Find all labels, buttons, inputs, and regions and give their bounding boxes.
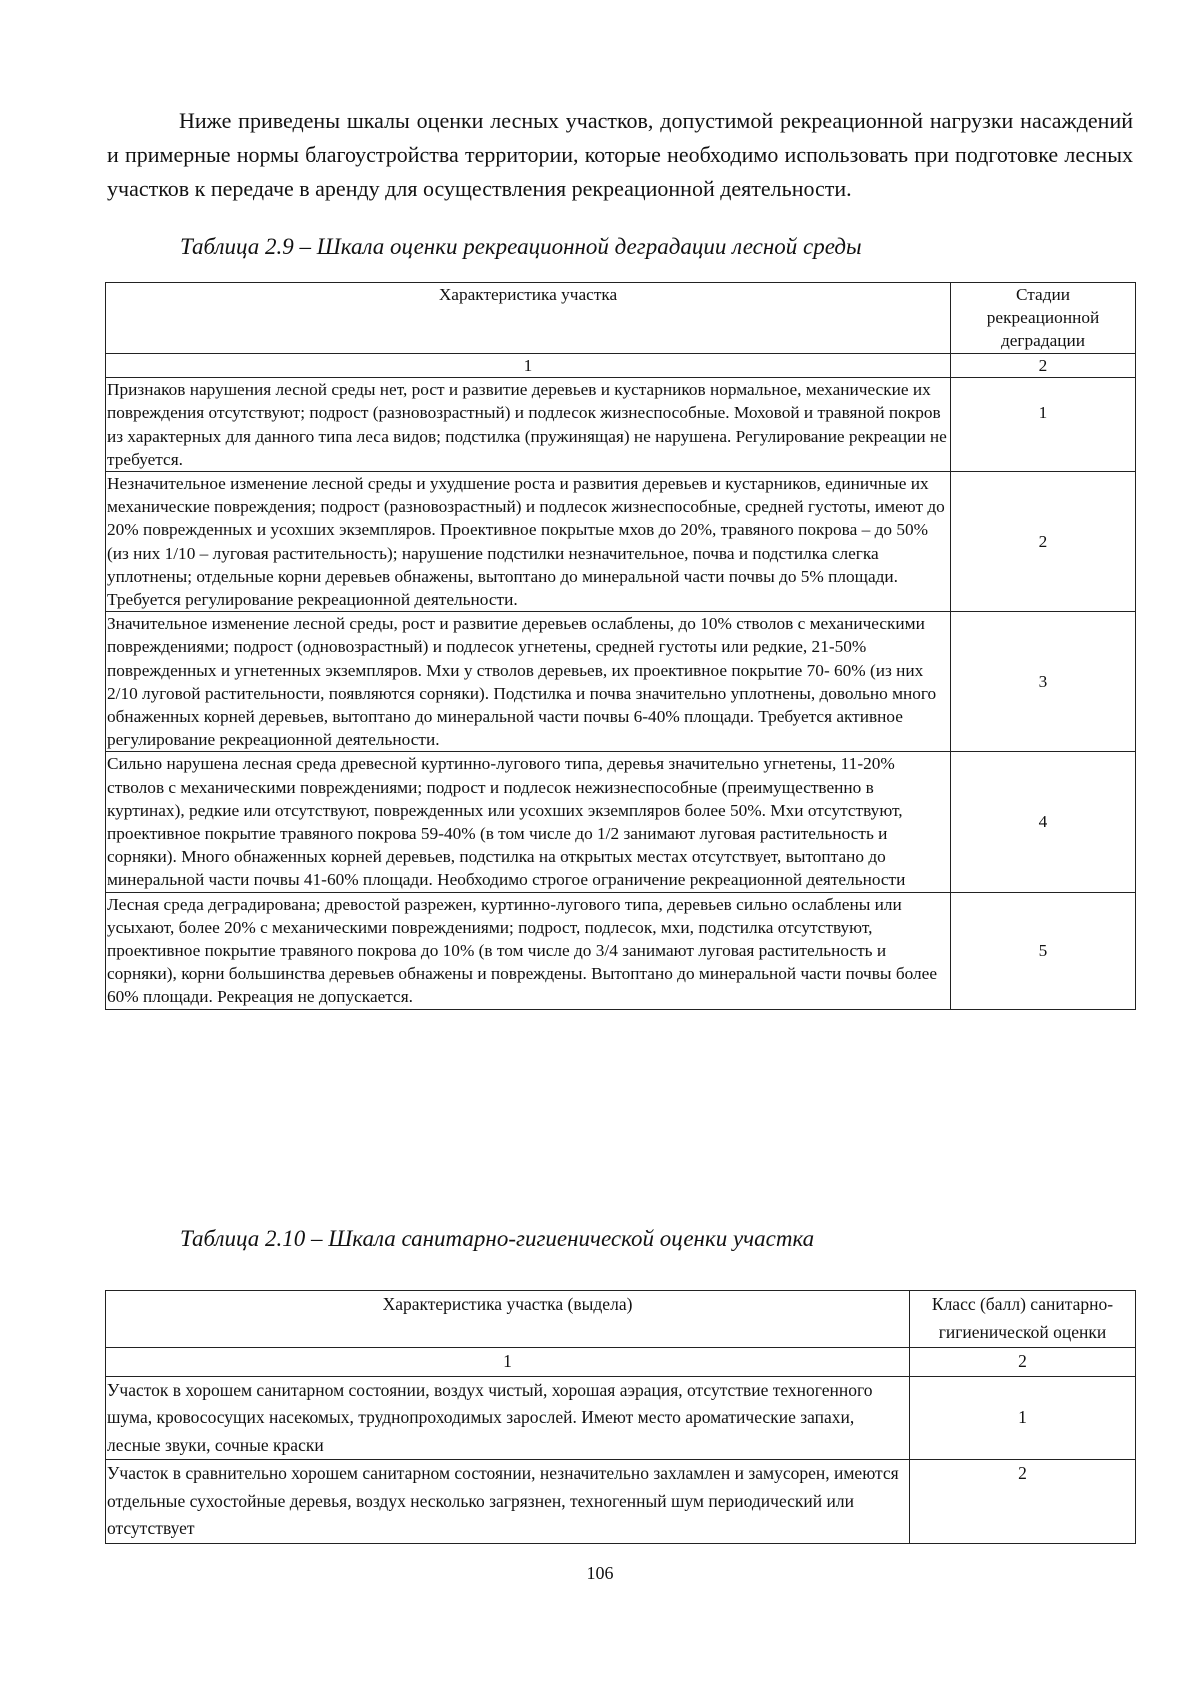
row-characteristic: Участок в сравнительно хорошем санитарном состоянии, незначительно захламлен и замусорен, имеются отдельные сухостойные деревья, воздух несколько загрязнен, техногенный шум периодический или отсутствует: [106, 1460, 910, 1544]
table-row: [106, 1460, 1136, 1544]
table-header-row: [106, 283, 1136, 354]
table-header-row: [106, 1291, 1136, 1348]
column-number: 2: [910, 1348, 1136, 1377]
table-row: [106, 892, 1136, 1009]
row-class: 1: [910, 1376, 1136, 1460]
header-characteristic: Характеристика участка (выдела): [106, 1291, 910, 1348]
row-characteristic: Незначительное изменение лесной среды и ухудшение роста и развития деревьев и кустарников, единичные их механические повреждения; подрост (разновозрастный) и подлесок жизнеспособные, средней густоты, имеют до 20% поврежденных и усохших экземпляров. Проективное покрытые мхов до 20%, травяного покрова – до 50% (из них 1/10 – луговая растительность); нарушение подстилки незначительное, почва и подстилка слегка уплотнены; отдельные корни деревьев обнажены, вытоптано до минеральной части почвы до 5% площади. Требуется регулирование рекреационной деятельности.: [106, 472, 951, 612]
row-characteristic: Значительное изменение лесной среды, рост и развитие деревьев ослаблены, до 10% стволов с механическими повреждениями; подрост (одновозрастный) и подлесок угнетены, средней густоты или редкие, 21-50% поврежденных и угнетенных экземпляров. Мхи у стволов деревьев, их проективное покрытие 70- 60% (из них 2/10 луговой растительности, появляются сорняки). Подстилка и почва значительно уплотнены, довольно много обнаженных корней деревьев, вытоптано до минеральной части почвы 6-40% площади. Требуется активное регулирование рекреационной деятельности.: [106, 612, 951, 752]
table2-caption: Таблица 2.10 – Шкала санитарно-гигиенической оценки участка: [180, 1226, 815, 1251]
page-number: 106: [586, 1563, 614, 1583]
row-stage: 1: [951, 378, 1136, 472]
row-stage: 2: [951, 472, 1136, 612]
intro-paragraph: Ниже приведены шкалы оценки лесных участков, допустимой рекреационной нагрузки насаждений и примерные нормы благоустройства территории, которые необходимо использовать при подготовке лесных участков к передаче в аренду для осуществления рекреационной деятельности.: [107, 108, 1133, 201]
row-characteristic: Участок в хорошем санитарном состоянии, воздух чистый, хорошая аэрация, отсутствие техногенного шума, кровососущих насекомых, труднопроходимых зарослей. Имеют место ароматические запахи, лесные звуки, сочные краски: [106, 1376, 910, 1460]
row-stage: 5: [951, 892, 1136, 1009]
column-number: 1: [106, 1348, 910, 1377]
header-characteristic: Характеристика участка: [106, 283, 951, 354]
recreational-degradation-table: [105, 282, 1136, 1010]
row-class: 2: [910, 1460, 1136, 1544]
table-row: [106, 472, 1136, 612]
row-characteristic: Лесная среда деградирована; древостой разрежен, куртинно-лугового типа, деревьев сильно ослаблены или усыхают, более 20% с механическими повреждениями; подрост, подлесок, мхи, подстилка отсутствуют, проективное покрытие травяного покрова до 10% (в том числе до 3/4 занимают луговая растительность и сорняки), корни большинства деревьев обнажены и повреждены. Вытоптано до минеральной части почвы более 60% площади. Рекреация не допускается.: [106, 892, 951, 1009]
column-number-row: [106, 354, 1136, 378]
column-number-row: [106, 1348, 1136, 1377]
table1-caption: Таблица 2.9 – Шкала оценки рекреационной деградации лесной среды: [180, 234, 862, 259]
column-number: 2: [951, 354, 1136, 378]
table-row: [106, 752, 1136, 892]
header-degradation-stage: Стадии рекреационной деградации: [951, 283, 1136, 354]
row-stage: 3: [951, 612, 1136, 752]
row-stage: 4: [951, 752, 1136, 892]
sanitary-hygienic-table: [105, 1290, 1136, 1544]
row-characteristic: Сильно нарушена лесная среда древесной куртинно-лугового типа, деревья значительно угнетены, 11-20% стволов с механическими повреждениями; подрост и подлесок нежизнеспособные (преимущественно в куртинах), редкие или отсутствуют, поврежденных или усохших экземпляров более 50%. Мхи отсутствуют, проективное покрытие травяного покрова 59-40% (в том числе до 1/2 занимают луговая растительность и сорняки). Много обнаженных корней деревьев, подстилка на открытых местах отсутствует, вытоптано до минеральной части почвы 41-60% площади. Необходимо строгое ограничение рекреационной деятельности: [106, 752, 951, 892]
table-row: [106, 1376, 1136, 1460]
column-number: 1: [106, 354, 951, 378]
row-characteristic: Признаков нарушения лесной среды нет, рост и развитие деревьев и кустарников нормальное, механические их повреждения отсутствуют; подрост (разновозрастный) и подлесок жизнеспособные. Моховой и травяной покров из характерных для данного типа леса видов; подстилка (пружинящая) не нарушена. Регулирование рекреации не требуется.: [106, 378, 951, 472]
table-row: [106, 612, 1136, 752]
header-sanitary-class: Класс (балл) санитарно-гигиенической оценки: [910, 1291, 1136, 1348]
table-row: [106, 378, 1136, 472]
